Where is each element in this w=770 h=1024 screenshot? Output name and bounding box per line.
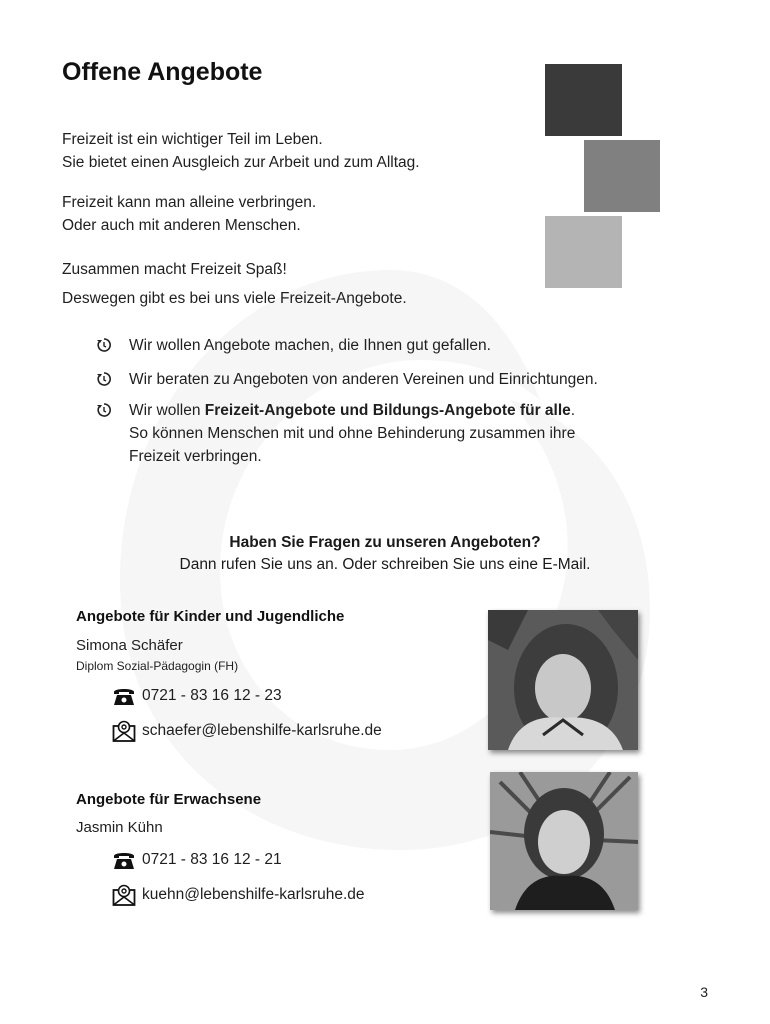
contact-name: Jasmin Kühn [76,819,163,836]
intro-paragraph-3 [62,255,407,313]
bullet-line [129,399,575,422]
decor-square-dark [545,64,622,136]
contact-email-row [112,720,382,742]
clock-arrow-icon [96,338,112,352]
bullet-line: Freizeit verbringen. [129,448,262,465]
phone-number[interactable]: 0721 - 83 16 12 - 21 [142,851,282,868]
portrait-photo-simona [488,610,638,750]
contact-title: Angebote für Kinder und Jugendliche [76,608,345,625]
envelope-at-icon [112,720,136,742]
decor-square-light [545,216,622,288]
bullet-prefix: Wir wollen [129,402,205,419]
decor-square-mid [584,140,660,212]
intro-line: Deswegen gibt es bei uns viele Freizeit-Angebote. [62,290,407,307]
bullet-text: Wir wollen Angebote machen, die Ihnen gut gefallen. [129,337,491,354]
contact-name: Simona Schäfer [76,637,183,654]
intro-line: Freizeit kann man alleine verbringen. [62,194,317,211]
page-title: Offene Angebote [62,58,263,86]
email-address[interactable]: kuehn@lebenshilfe-karlsruhe.de [142,886,365,903]
intro-line: Zusammen macht Freizeit Spaß! [62,261,287,278]
phone-number[interactable]: 0721 - 83 16 12 - 23 [142,687,282,704]
intro-line: Oder auch mit anderen Menschen. [62,217,301,234]
bullet-suffix: . [570,402,576,419]
clock-arrow-icon [96,403,112,417]
telephone-icon [112,850,136,870]
bullet-bold: Freizeit-Angebote und Bildungs-Angebote für alle [204,402,571,419]
email-address[interactable]: schaefer@lebenshilfe-karlsruhe.de [142,722,382,739]
contact-email-row [112,884,365,906]
intro-paragraph-2 [62,191,316,237]
questions-text: Dann rufen Sie uns an. Oder schreiben Sie uns eine E-Mail. [179,556,591,573]
contact-phone-row [112,686,282,706]
intro-paragraph-1 [62,128,420,174]
bullet-line: So können Menschen mit und ohne Behinderung zusammen ihre [129,425,576,442]
bullet-text: Wir beraten zu Angeboten von anderen Vereinen und Einrichtungen. [129,371,598,388]
contact-phone-row [112,850,282,870]
clock-arrow-icon [96,372,112,386]
portrait-photo-jasmin [490,772,638,910]
intro-line: Sie bietet einen Ausgleich zur Arbeit und zum Alltag. [62,154,420,171]
intro-line: Freizeit ist ein wichtiger Teil im Leben. [62,131,323,148]
contact-role: Diplom Sozial-Pädagogin (FH) [76,659,239,673]
envelope-at-icon [112,884,136,906]
bullet-text [129,399,575,468]
page-number: 3 [700,984,708,1000]
questions-heading: Haben Sie Fragen zu unseren Angeboten? [229,534,541,551]
telephone-icon [112,686,136,706]
contact-title: Angebote für Erwachsene [76,791,262,808]
